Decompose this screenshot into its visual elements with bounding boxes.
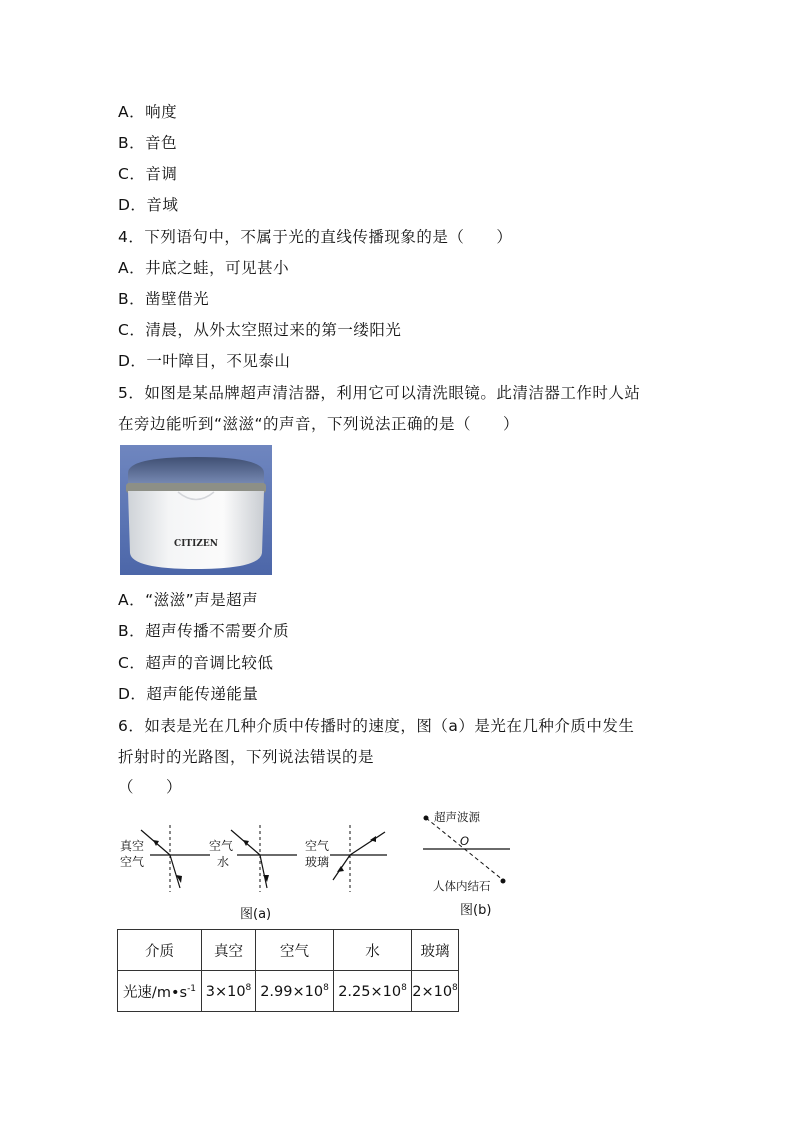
q5-option-d: D．超声能传递能量 xyxy=(118,685,259,703)
q3-option-a: A．响度 xyxy=(118,103,178,121)
fig-b-target-label: 人体内结石 xyxy=(433,879,491,893)
speed-exponent: 8 xyxy=(323,982,329,993)
speed-value-water: 2.25×10 xyxy=(338,983,402,1000)
q5-stem-line1: 5．如图是某品牌超声清洁器，利用它可以清洗眼镜。此清洁器工作时人站 xyxy=(118,384,641,402)
table-row xyxy=(118,971,459,1012)
ultrasonic-cleaner-photo xyxy=(120,445,272,575)
speed-exponent: 8 xyxy=(245,982,252,993)
q4-option-a: A．井底之蛙，可见甚小 xyxy=(118,259,290,277)
q4-option-d: D．一叶障目，不见泰山 xyxy=(118,352,291,370)
q3-option-d: D．音域 xyxy=(118,196,179,214)
table-cell xyxy=(334,971,412,1012)
fig-a-medium-bottom-1: 空气 xyxy=(120,855,145,869)
fig-a-medium-bottom-3: 玻璃 xyxy=(305,855,330,869)
brand-logo: CITIZEN xyxy=(174,539,218,549)
fig-a-caption: 图(a) xyxy=(240,907,272,922)
light-speed-table xyxy=(117,929,459,1012)
refraction-diagram-a xyxy=(115,820,395,925)
q6-stem-line2: 折射时的光路图，下列说法错误的是 xyxy=(118,748,375,766)
q4-option-c: C．清晨，从外太空照过来的第一缕阳光 xyxy=(118,321,402,339)
fig-b-point-label: O xyxy=(460,834,470,848)
speed-exponent: 8 xyxy=(401,982,407,993)
table-header-cell: 介质 xyxy=(118,930,202,971)
fig-a-medium-top-1: 真空 xyxy=(120,839,145,853)
q5-stem-line2: 在旁边能听到“滋滋“的声音，下列说法正确的是（ ） xyxy=(118,415,520,433)
fig-b-caption: 图(b) xyxy=(460,903,492,918)
table-cell xyxy=(256,971,334,1012)
q4-stem: 4．下列语句中，不属于光的直线传播现象的是（ ） xyxy=(118,228,513,246)
table-cell xyxy=(202,971,256,1012)
speed-exponent: 8 xyxy=(452,982,458,993)
speed-unit-exponent: -1 xyxy=(187,983,197,994)
q5-option-c: C．超声的音调比较低 xyxy=(118,654,274,672)
table-cell xyxy=(412,971,459,1012)
q6-stem-line3: （ ） xyxy=(118,778,183,796)
fig-b-source-label: 超声波源 xyxy=(434,810,480,824)
table-header-cell: 空气 xyxy=(256,930,334,971)
speed-value-glass: 2×10 xyxy=(412,983,453,1000)
ultrasonic-cleaner-illustration xyxy=(120,445,272,575)
table-header-cell: 水 xyxy=(334,930,412,971)
ultrasound-diagram-b xyxy=(418,806,518,921)
table-header-cell: 真空 xyxy=(202,930,256,971)
q5-option-b: B．超声传播不需要介质 xyxy=(118,622,290,640)
q3-option-b: B．音色 xyxy=(118,134,178,152)
fig-a-medium-top-3: 空气 xyxy=(305,839,330,853)
table-header-cell: 玻璃 xyxy=(412,930,459,971)
table-header-row xyxy=(118,930,459,971)
q3-option-c: C．音调 xyxy=(118,165,178,183)
q4-option-b: B．凿壁借光 xyxy=(118,290,210,308)
speed-unit-label: 光速/m•s xyxy=(122,984,188,1001)
q5-option-a: A．“滋滋”声是超声 xyxy=(118,591,259,609)
fig-a-medium-top-2: 空气 xyxy=(209,839,234,853)
speed-value-vacuum: 3×10 xyxy=(205,983,246,1000)
q6-stem-line1: 6．如表是光在几种介质中传播时的速度，图（a）是光在几种介质中发生 xyxy=(118,717,635,735)
table-row-label xyxy=(118,971,202,1012)
fig-a-medium-bottom-2: 水 xyxy=(217,855,230,869)
speed-value-air: 2.99×10 xyxy=(260,983,324,1000)
